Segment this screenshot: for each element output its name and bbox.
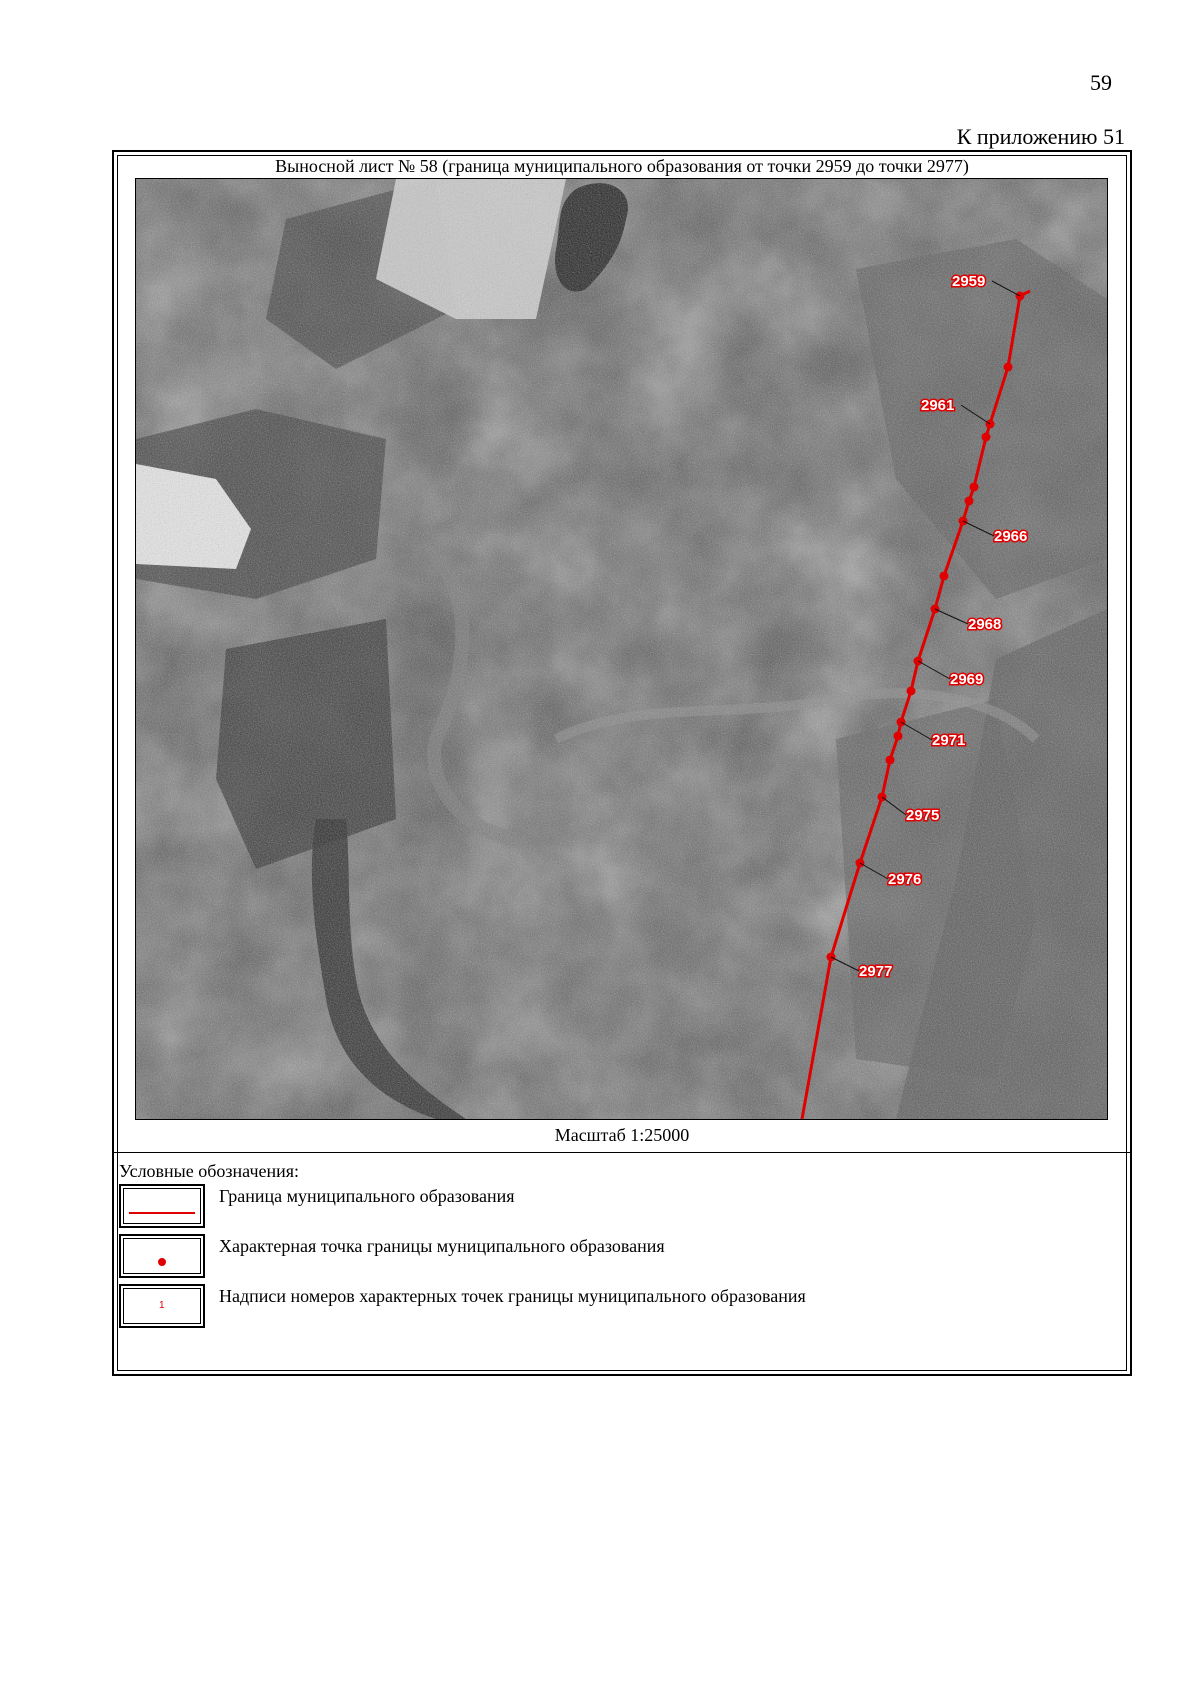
legend-item-point xyxy=(119,1234,1119,1278)
legend-symbol-box xyxy=(119,1184,205,1228)
legend-symbol-box-inner xyxy=(123,1238,201,1274)
point-label-p2961: 2961 xyxy=(921,397,955,414)
legend-symbol-box xyxy=(119,1284,205,1328)
boundary-point-p2970[interactable] xyxy=(907,687,916,696)
appendix-reference: К приложению 51 xyxy=(956,124,1125,149)
point-label-p2977: 2977 xyxy=(859,963,893,980)
legend-boundary-line-symbol xyxy=(129,1212,195,1214)
point-label-p2966: 2966 xyxy=(994,528,1028,545)
sheet-frame xyxy=(112,150,1132,1376)
satellite-map[interactable] xyxy=(135,178,1108,1120)
point-label-p2959: 2959 xyxy=(952,273,986,290)
boundary-point-p2960[interactable] xyxy=(1004,363,1013,372)
terrain-grain xyxy=(136,179,1107,1119)
boundary-point-p2973[interactable] xyxy=(886,756,895,765)
point-label-p2976: 2976 xyxy=(888,871,922,888)
map-scale: Масштаб 1:25000 xyxy=(554,1125,690,1145)
sheet-title: Выносной лист № 58 (граница муниципального образования от точки 2959 до точки 2977) xyxy=(275,156,969,176)
point-label-p2971: 2971 xyxy=(932,732,966,749)
legend-point-symbol xyxy=(158,1258,166,1266)
legend-separator xyxy=(114,1152,1130,1153)
boundary-point-p2967[interactable] xyxy=(940,572,949,581)
boundary-point-p2963[interactable] xyxy=(970,483,979,492)
point-label-p2969: 2969 xyxy=(950,671,984,688)
legend-text: Надписи номеров характерных точек границы муниципального образования xyxy=(219,1286,806,1306)
legend-symbol-box-inner xyxy=(123,1188,201,1224)
legend-item-boundary xyxy=(119,1184,1119,1228)
point-label-p2968: 2968 xyxy=(968,616,1002,633)
legend-symbol-box xyxy=(119,1234,205,1278)
legend-heading: Условные обозначения: xyxy=(119,1161,300,1181)
boundary-point-p2964[interactable] xyxy=(965,497,974,506)
point-label-p2975: 2975 xyxy=(906,807,940,824)
legend-text: Характерная точка границы муниципального образования xyxy=(219,1236,665,1256)
legend-number-symbol: 1 xyxy=(159,1300,165,1311)
boundary-point-p2972[interactable] xyxy=(894,732,903,741)
page-number: 59 xyxy=(1090,70,1112,95)
legend-text: Граница муниципального образования xyxy=(219,1186,515,1206)
map-canvas xyxy=(136,179,1107,1119)
boundary-point-p2962[interactable] xyxy=(982,433,991,442)
legend-item-number xyxy=(119,1284,1119,1328)
